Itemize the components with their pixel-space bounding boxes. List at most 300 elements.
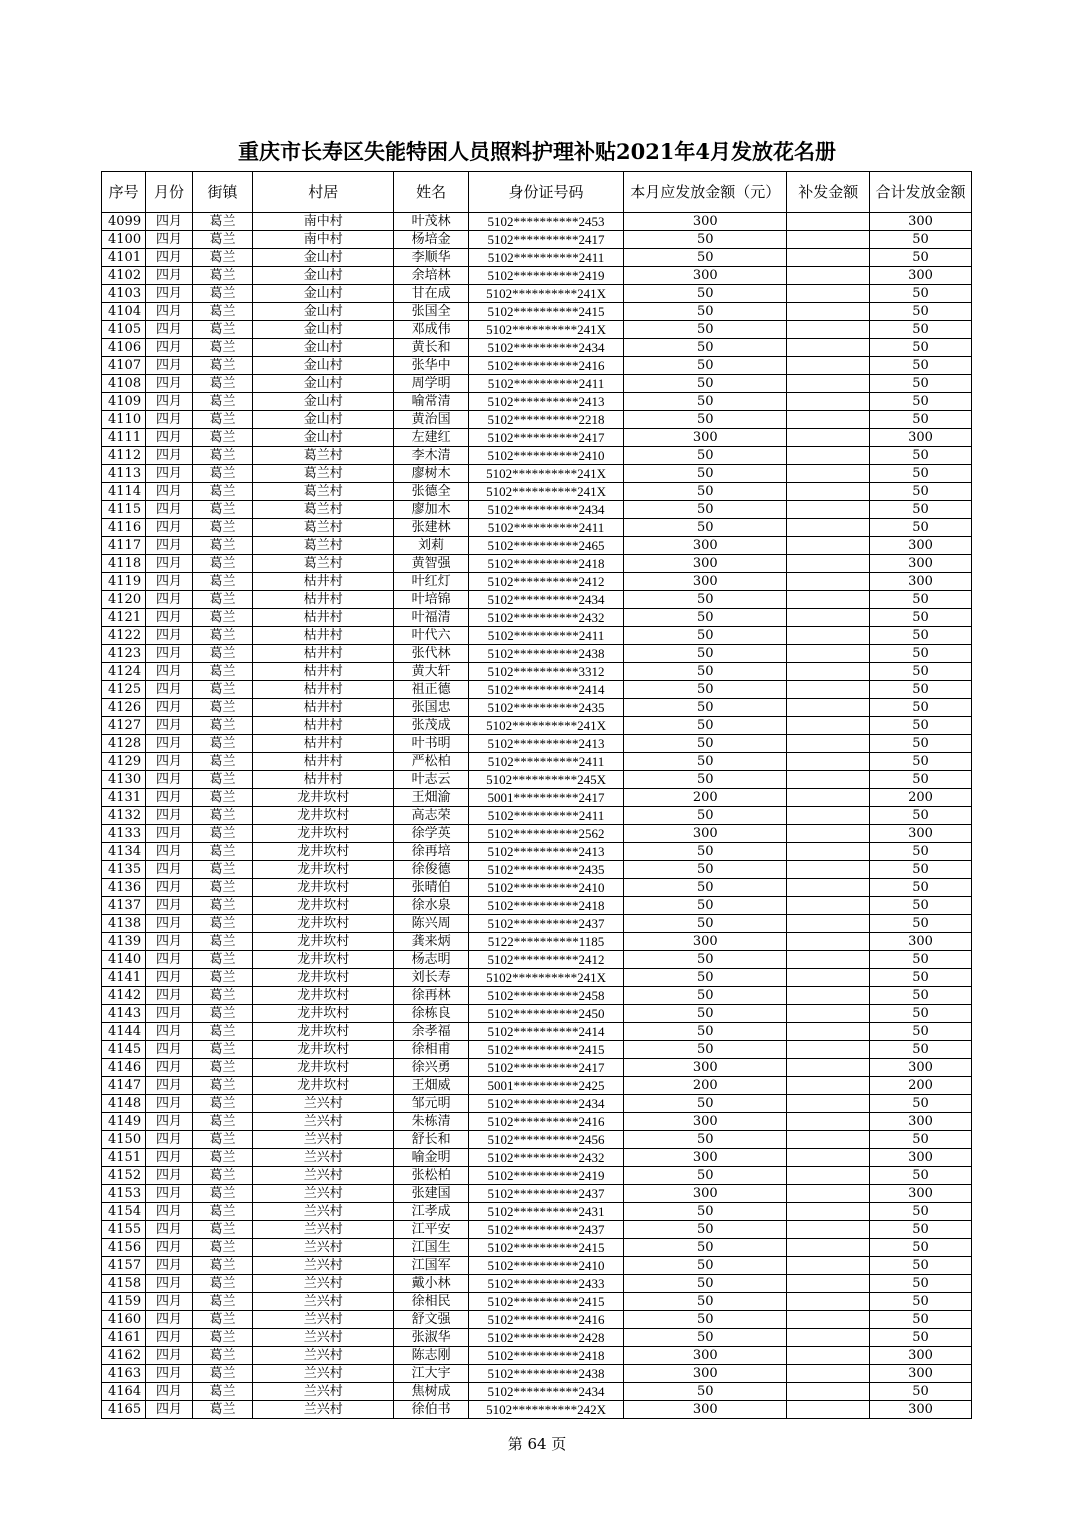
table-row [102,1275,972,1293]
supplement-amount-cell [787,1005,870,1023]
seq-cell: 4110 [102,411,146,429]
seq-cell: 4140 [102,951,146,969]
name-cell: 徐兴勇 [394,1059,469,1077]
month-cell: 四月 [146,555,192,573]
supplement-amount-cell [787,627,870,645]
id-number-cell: 5102**********2437 [468,915,623,933]
monthly-amount-cell: 300 [624,429,787,447]
village-cell: 枯井村 [253,771,394,789]
name-cell: 舒长和 [394,1131,469,1149]
id-number-cell: 5102**********2417 [468,1059,623,1077]
supplement-amount-cell [787,519,870,537]
table-row [102,321,972,339]
village-cell: 葛兰村 [253,501,394,519]
supplement-amount-cell [787,1203,870,1221]
name-cell: 喻常清 [394,393,469,411]
table-row [102,267,972,285]
total-amount-cell: 50 [870,1023,972,1041]
column-header-seq: 序号 [102,172,146,213]
table-row [102,573,972,591]
monthly-amount-cell: 50 [624,681,787,699]
village-cell: 葛兰村 [253,537,394,555]
month-cell: 四月 [146,1131,192,1149]
monthly-amount-cell: 50 [624,1131,787,1149]
supplement-amount-cell [787,1149,870,1167]
monthly-amount-cell: 50 [624,1239,787,1257]
supplement-amount-cell [787,1131,870,1149]
supplement-amount-cell [787,591,870,609]
month-cell: 四月 [146,411,192,429]
monthly-amount-cell: 300 [624,1365,787,1383]
name-cell: 黄长和 [394,339,469,357]
name-cell: 徐再培 [394,843,469,861]
town-cell: 葛兰 [192,1023,252,1041]
monthly-amount-cell: 300 [624,537,787,555]
total-amount-cell: 300 [870,555,972,573]
village-cell: 兰兴村 [253,1329,394,1347]
month-cell: 四月 [146,609,192,627]
village-cell: 南中村 [253,231,394,249]
id-number-cell: 5102**********241X [468,285,623,303]
id-number-cell: 5102**********2416 [468,1113,623,1131]
id-number-cell: 5102**********2416 [468,357,623,375]
month-cell: 四月 [146,951,192,969]
seq-cell: 4152 [102,1167,146,1185]
supplement-amount-cell [787,1311,870,1329]
total-amount-cell: 50 [870,861,972,879]
id-number-cell: 5102**********2412 [468,573,623,591]
village-cell: 龙井坎村 [253,1059,394,1077]
name-cell: 叶志云 [394,771,469,789]
month-cell: 四月 [146,717,192,735]
seq-cell: 4158 [102,1275,146,1293]
town-cell: 葛兰 [192,627,252,645]
month-cell: 四月 [146,321,192,339]
total-amount-cell: 50 [870,1131,972,1149]
town-cell: 葛兰 [192,699,252,717]
total-amount-cell: 300 [870,1113,972,1131]
monthly-amount-cell: 50 [624,1167,787,1185]
monthly-amount-cell: 50 [624,735,787,753]
seq-cell: 4144 [102,1023,146,1041]
monthly-amount-cell: 50 [624,357,787,375]
supplement-amount-cell [787,1383,870,1401]
supplement-amount-cell [787,807,870,825]
id-number-cell: 5102**********2428 [468,1329,623,1347]
table-row [102,429,972,447]
total-amount-cell: 200 [870,1077,972,1095]
table-row [102,807,972,825]
town-cell: 葛兰 [192,1113,252,1131]
town-cell: 葛兰 [192,735,252,753]
month-cell: 四月 [146,627,192,645]
town-cell: 葛兰 [192,771,252,789]
total-amount-cell: 50 [870,1311,972,1329]
seq-cell: 4111 [102,429,146,447]
month-cell: 四月 [146,357,192,375]
supplement-amount-cell [787,285,870,303]
supplement-amount-cell [787,735,870,753]
column-header-town: 街镇 [192,172,252,213]
name-cell: 张淑华 [394,1329,469,1347]
total-amount-cell: 300 [870,537,972,555]
id-number-cell: 5102**********2413 [468,393,623,411]
village-cell: 龙井坎村 [253,1077,394,1095]
month-cell: 四月 [146,1221,192,1239]
month-cell: 四月 [146,699,192,717]
monthly-amount-cell: 50 [624,591,787,609]
id-number-cell: 5102**********2450 [468,1005,623,1023]
supplement-amount-cell [787,249,870,267]
supplement-amount-cell [787,1095,870,1113]
month-cell: 四月 [146,789,192,807]
id-number-cell: 5102**********2411 [468,249,623,267]
seq-cell: 4135 [102,861,146,879]
name-cell: 叶红灯 [394,573,469,591]
seq-cell: 4121 [102,609,146,627]
month-cell: 四月 [146,879,192,897]
village-cell: 金山村 [253,375,394,393]
total-amount-cell: 50 [870,1203,972,1221]
month-cell: 四月 [146,1059,192,1077]
supplement-amount-cell [787,645,870,663]
month-cell: 四月 [146,1347,192,1365]
table-row [102,987,972,1005]
name-cell: 廖加木 [394,501,469,519]
total-amount-cell: 300 [870,1149,972,1167]
id-number-cell: 5102**********2418 [468,555,623,573]
total-amount-cell: 50 [870,447,972,465]
table-row [102,681,972,699]
town-cell: 葛兰 [192,249,252,267]
total-amount-cell: 50 [870,1257,972,1275]
village-cell: 葛兰村 [253,519,394,537]
monthly-amount-cell: 50 [624,411,787,429]
name-cell: 王畑威 [394,1077,469,1095]
total-amount-cell: 50 [870,519,972,537]
id-number-cell: 5122**********1185 [468,933,623,951]
name-cell: 叶茂林 [394,213,469,231]
seq-cell: 4131 [102,789,146,807]
town-cell: 葛兰 [192,1293,252,1311]
seq-cell: 4154 [102,1203,146,1221]
name-cell: 张建林 [394,519,469,537]
month-cell: 四月 [146,843,192,861]
town-cell: 葛兰 [192,681,252,699]
monthly-amount-cell: 50 [624,285,787,303]
total-amount-cell: 50 [870,231,972,249]
month-cell: 四月 [146,1041,192,1059]
village-cell: 兰兴村 [253,1095,394,1113]
seq-cell: 4117 [102,537,146,555]
monthly-amount-cell: 50 [624,771,787,789]
town-cell: 葛兰 [192,213,252,231]
monthly-amount-cell: 300 [624,213,787,231]
name-cell: 刘莉 [394,537,469,555]
table-row [102,1383,972,1401]
id-number-cell: 5102**********2411 [468,807,623,825]
roster-table [101,171,972,1419]
village-cell: 金山村 [253,411,394,429]
town-cell: 葛兰 [192,1203,252,1221]
id-number-cell: 5102**********2415 [468,1239,623,1257]
supplement-amount-cell [787,843,870,861]
monthly-amount-cell: 300 [624,825,787,843]
village-cell: 枯井村 [253,735,394,753]
monthly-amount-cell: 50 [624,1005,787,1023]
town-cell: 葛兰 [192,1257,252,1275]
month-cell: 四月 [146,573,192,591]
id-number-cell: 5102**********2411 [468,753,623,771]
name-cell: 徐相甫 [394,1041,469,1059]
column-header-monthly-amount: 本月应发放金额（元） [624,172,787,213]
month-cell: 四月 [146,429,192,447]
monthly-amount-cell: 50 [624,1275,787,1293]
id-number-cell: 5102**********2437 [468,1185,623,1203]
supplement-amount-cell [787,573,870,591]
table-row [102,231,972,249]
name-cell: 余培林 [394,267,469,285]
supplement-amount-cell [787,267,870,285]
town-cell: 葛兰 [192,231,252,249]
table-row [102,1167,972,1185]
town-cell: 葛兰 [192,519,252,537]
village-cell: 金山村 [253,357,394,375]
supplement-amount-cell [787,393,870,411]
total-amount-cell: 50 [870,663,972,681]
total-amount-cell: 50 [870,357,972,375]
table-row [102,735,972,753]
supplement-amount-cell [787,1401,870,1419]
monthly-amount-cell: 50 [624,1023,787,1041]
seq-cell: 4104 [102,303,146,321]
id-number-cell: 5102**********245X [468,771,623,789]
supplement-amount-cell [787,339,870,357]
town-cell: 葛兰 [192,1077,252,1095]
supplement-amount-cell [787,771,870,789]
seq-cell: 4125 [102,681,146,699]
seq-cell: 4145 [102,1041,146,1059]
town-cell: 葛兰 [192,897,252,915]
month-cell: 四月 [146,591,192,609]
table-row [102,339,972,357]
seq-cell: 4119 [102,573,146,591]
town-cell: 葛兰 [192,1347,252,1365]
village-cell: 金山村 [253,285,394,303]
month-cell: 四月 [146,1077,192,1095]
supplement-amount-cell [787,447,870,465]
monthly-amount-cell: 50 [624,807,787,825]
town-cell: 葛兰 [192,1311,252,1329]
month-cell: 四月 [146,861,192,879]
table-row [102,897,972,915]
town-cell: 葛兰 [192,1185,252,1203]
monthly-amount-cell: 300 [624,1347,787,1365]
id-number-cell: 5102**********2418 [468,897,623,915]
total-amount-cell: 50 [870,735,972,753]
village-cell: 金山村 [253,339,394,357]
monthly-amount-cell: 50 [624,969,787,987]
month-cell: 四月 [146,231,192,249]
name-cell: 喻金明 [394,1149,469,1167]
table-row [102,465,972,483]
table-row [102,483,972,501]
total-amount-cell: 300 [870,267,972,285]
total-amount-cell: 300 [870,573,972,591]
name-cell: 叶书明 [394,735,469,753]
name-cell: 叶福清 [394,609,469,627]
supplement-amount-cell [787,555,870,573]
supplement-amount-cell [787,231,870,249]
column-header-name: 姓名 [394,172,469,213]
total-amount-cell: 50 [870,1383,972,1401]
name-cell: 黄智强 [394,555,469,573]
month-cell: 四月 [146,681,192,699]
id-number-cell: 5102**********2415 [468,303,623,321]
monthly-amount-cell: 50 [624,951,787,969]
table-row [102,1131,972,1149]
monthly-amount-cell: 50 [624,879,787,897]
table-row [102,591,972,609]
seq-cell: 4122 [102,627,146,645]
id-number-cell: 5102**********2453 [468,213,623,231]
monthly-amount-cell: 50 [624,1203,787,1221]
page-title: 重庆市长寿区失能特困人员照料护理补贴2021年4月发放花名册 [237,139,837,164]
name-cell: 甘在成 [394,285,469,303]
table-row [102,861,972,879]
total-amount-cell: 50 [870,897,972,915]
village-cell: 枯井村 [253,627,394,645]
seq-cell: 4102 [102,267,146,285]
roster-body [102,213,972,1419]
table-row [102,1023,972,1041]
month-cell: 四月 [146,447,192,465]
village-cell: 葛兰村 [253,447,394,465]
town-cell: 葛兰 [192,879,252,897]
month-cell: 四月 [146,1149,192,1167]
village-cell: 金山村 [253,429,394,447]
town-cell: 葛兰 [192,933,252,951]
id-number-cell: 5102**********2419 [468,1167,623,1185]
village-cell: 兰兴村 [253,1149,394,1167]
seq-cell: 4107 [102,357,146,375]
month-cell: 四月 [146,1365,192,1383]
village-cell: 兰兴村 [253,1401,394,1419]
town-cell: 葛兰 [192,303,252,321]
supplement-amount-cell [787,717,870,735]
id-number-cell: 5102**********2434 [468,591,623,609]
seq-cell: 4149 [102,1113,146,1131]
id-number-cell: 5102**********2218 [468,411,623,429]
table-row [102,303,972,321]
town-cell: 葛兰 [192,1239,252,1257]
month-cell: 四月 [146,1383,192,1401]
name-cell: 徐再林 [394,987,469,1005]
table-row [102,375,972,393]
month-cell: 四月 [146,1311,192,1329]
id-number-cell: 5102**********2458 [468,987,623,1005]
monthly-amount-cell: 50 [624,375,787,393]
table-row [102,1221,972,1239]
table-row [102,951,972,969]
town-cell: 葛兰 [192,843,252,861]
table-row [102,213,972,231]
village-cell: 龙井坎村 [253,915,394,933]
supplement-amount-cell [787,1329,870,1347]
seq-cell: 4151 [102,1149,146,1167]
town-cell: 葛兰 [192,393,252,411]
month-cell: 四月 [146,483,192,501]
total-amount-cell: 200 [870,789,972,807]
village-cell: 龙井坎村 [253,825,394,843]
supplement-amount-cell [787,933,870,951]
name-cell: 朱栋清 [394,1113,469,1131]
town-cell: 葛兰 [192,1095,252,1113]
id-number-cell: 5102**********2434 [468,339,623,357]
seq-cell: 4109 [102,393,146,411]
town-cell: 葛兰 [192,753,252,771]
seq-cell: 4157 [102,1257,146,1275]
seq-cell: 4106 [102,339,146,357]
total-amount-cell: 300 [870,933,972,951]
total-amount-cell: 300 [870,1059,972,1077]
name-cell: 陈兴周 [394,915,469,933]
seq-cell: 4139 [102,933,146,951]
id-number-cell: 5102**********2411 [468,627,623,645]
month-cell: 四月 [146,1005,192,1023]
supplement-amount-cell [787,1239,870,1257]
name-cell: 张华中 [394,357,469,375]
id-number-cell: 5102**********2438 [468,645,623,663]
seq-cell: 4146 [102,1059,146,1077]
total-amount-cell: 50 [870,879,972,897]
total-amount-cell: 50 [870,987,972,1005]
seq-cell: 4156 [102,1239,146,1257]
supplement-amount-cell [787,1041,870,1059]
table-row [102,1239,972,1257]
column-header-id-number: 身份证号码 [468,172,623,213]
name-cell: 周学明 [394,375,469,393]
monthly-amount-cell: 50 [624,1383,787,1401]
supplement-amount-cell [787,1185,870,1203]
village-cell: 兰兴村 [253,1113,394,1131]
table-row [102,1311,972,1329]
monthly-amount-cell: 300 [624,555,787,573]
table-row [102,501,972,519]
supplement-amount-cell [787,1293,870,1311]
village-cell: 兰兴村 [253,1275,394,1293]
id-number-cell: 5102**********2432 [468,1149,623,1167]
monthly-amount-cell: 50 [624,861,787,879]
monthly-amount-cell: 50 [624,303,787,321]
month-cell: 四月 [146,1113,192,1131]
page-number: 第 64 页 [507,1435,567,1453]
village-cell: 枯井村 [253,699,394,717]
table-row [102,1329,972,1347]
village-cell: 金山村 [253,249,394,267]
month-cell: 四月 [146,501,192,519]
monthly-amount-cell: 300 [624,933,787,951]
seq-cell: 4134 [102,843,146,861]
town-cell: 葛兰 [192,501,252,519]
seq-cell: 4114 [102,483,146,501]
village-cell: 龙井坎村 [253,843,394,861]
name-cell: 江孝成 [394,1203,469,1221]
supplement-amount-cell [787,969,870,987]
name-cell: 李顺华 [394,249,469,267]
name-cell: 徐伯书 [394,1401,469,1419]
town-cell: 葛兰 [192,1149,252,1167]
